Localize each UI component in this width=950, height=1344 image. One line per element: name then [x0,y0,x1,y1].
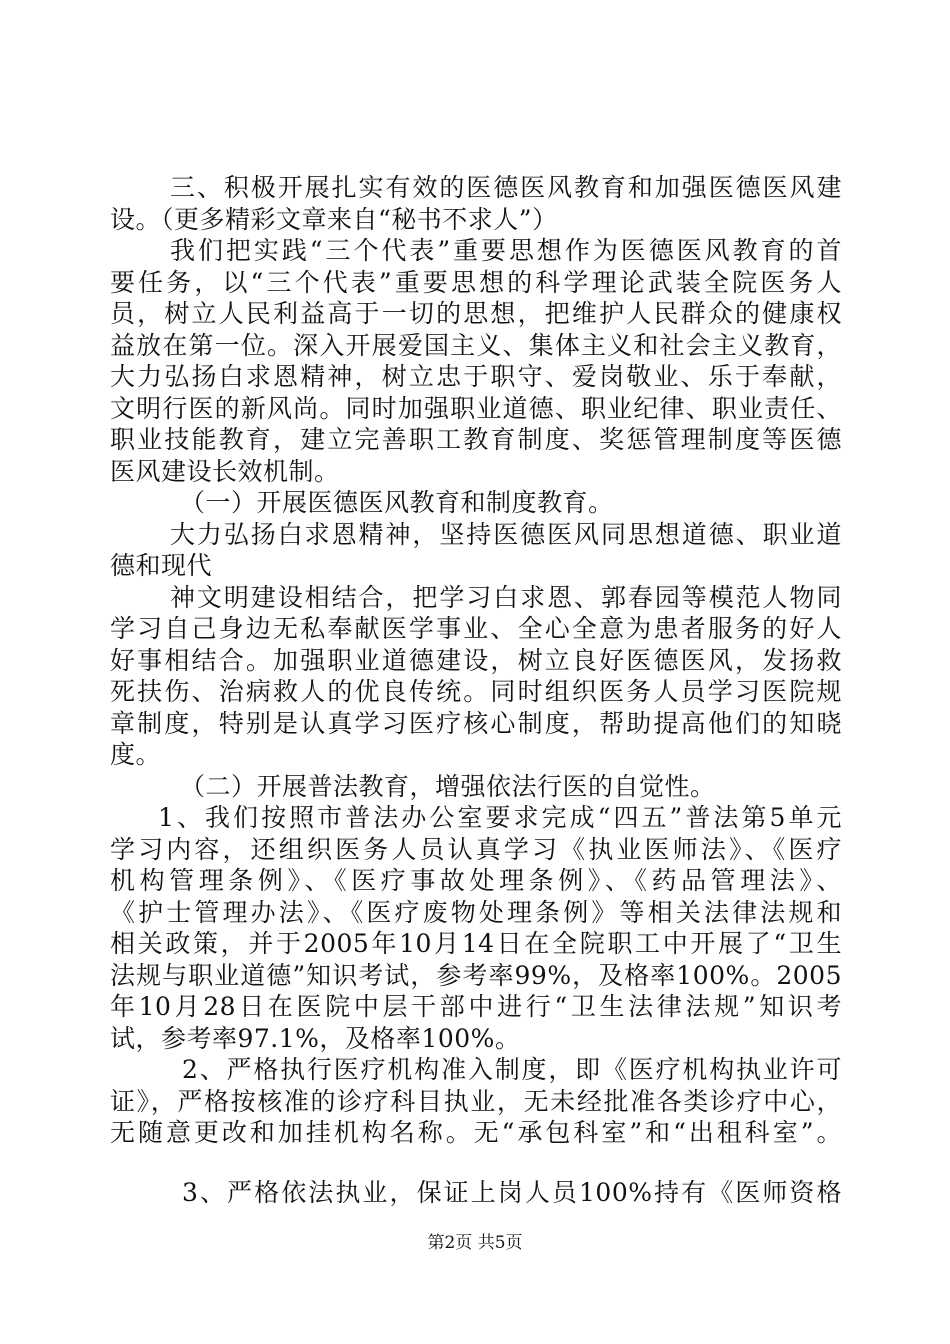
paragraph-line: 设。（更多精彩文章来自“秘书不求人”） [110,204,558,234]
paragraph-line: 《护士管理办法》、《医疗废物处理条例》等相关法律法规和 [110,897,842,927]
paragraph-line: 死扶伤、治病救人的优良传统。同时组织医务人员学习医院规 [110,677,842,706]
paragraph-line: 年10月28日在医院中层干部中进行“卫生法律法规”知识考 [110,992,842,1021]
paragraph-line: 试，参考率97.1%，及格率100%。 [110,1023,521,1053]
paragraph-line: 法规与职业道德”知识考试，参考率99%，及格率100%。2005 [110,960,842,990]
paragraph-line: 德和现代 [110,551,213,580]
paragraph-line: 度。 [110,740,162,769]
paragraph-line: 机构管理条例》、《医疗事故处理条例》、《药品管理法》、 [110,866,842,895]
document-body [110,172,842,1208]
paragraph-line: 学习内容，还组织医务人员认真学习《执业医师法》、《医疗 [110,834,842,864]
paragraph-line: 无随意更改和加挂机构名称。无“承包科室”和“出租科室”。 [110,1118,842,1147]
paragraph-line: 益放在第一位。深入开展爱国主义、集体主义和社会主义教育， [110,330,842,360]
paragraph-line: 章制度，特别是认真学习医疗核心制度，帮助提高他们的知晓 [110,708,842,738]
paragraph-line: 学习自己身边无私奉献医学事业、全心全意为患者服务的好人 [110,614,842,643]
paragraph-line: 职业技能教育，建立完善职工教育制度、奖惩管理制度等医德 [110,425,842,454]
paragraph-line: 我们把实践“三个代表”重要思想作为医德医风教育的首 [170,236,842,265]
paragraph-line: 好事相结合。加强职业道德建设，树立良好医德医风，发扬救 [110,645,842,675]
section-heading: （二）开展普法教育，增强依法行医的自觉性。 [180,771,716,801]
paragraph-line: 相关政策，并于2005年10月14日在全院职工中开展了“卫生 [110,929,842,958]
section-heading: （一）开展医德医风教育和制度教育。 [180,488,614,517]
paragraph-line: 3、严格依法执业，保证上岗人员100%持有《医师资格 [182,1177,842,1207]
paragraph-line: 大力弘扬白求恩精神，坚持医德医风同思想道德、职业道 [170,519,842,549]
paragraph-line: 医风建设长效机制。 [110,456,340,486]
paragraph-line: 神文明建设相结合，把学习白求恩、郭春园等模范人物同 [170,582,842,612]
page-number: 第2页 共5页 [427,1233,523,1253]
paragraph-line: 1、我们按照市普法办公室要求完成“四五”普法第5单元 [158,803,842,832]
paragraph-line: 文明行医的新风尚。同时加强职业道德、职业纪律、职业责任、 [110,393,842,423]
paragraph-line: 三、积极开展扎实有效的医德医风教育和加强医德医风建 [170,173,842,202]
paragraph-line: 要任务，以“三个代表”重要思想的科学理论武装全院医务人 [110,267,842,297]
paragraph-line: 员，树立人民利益高于一切的思想，把维护人民群众的健康权 [110,299,842,328]
paragraph-line: 2、严格执行医疗机构准入制度，即《医疗机构执业许可 [182,1055,842,1084]
paragraph-line: 证》，严格按核准的诊疗科目执业，无未经批准各类诊疗中心， [110,1086,842,1116]
paragraph-line: 大力弘扬白求恩精神，树立忠于职守、爱岗敬业、乐于奉献， [110,362,842,391]
paragraph-gap [110,1149,842,1177]
